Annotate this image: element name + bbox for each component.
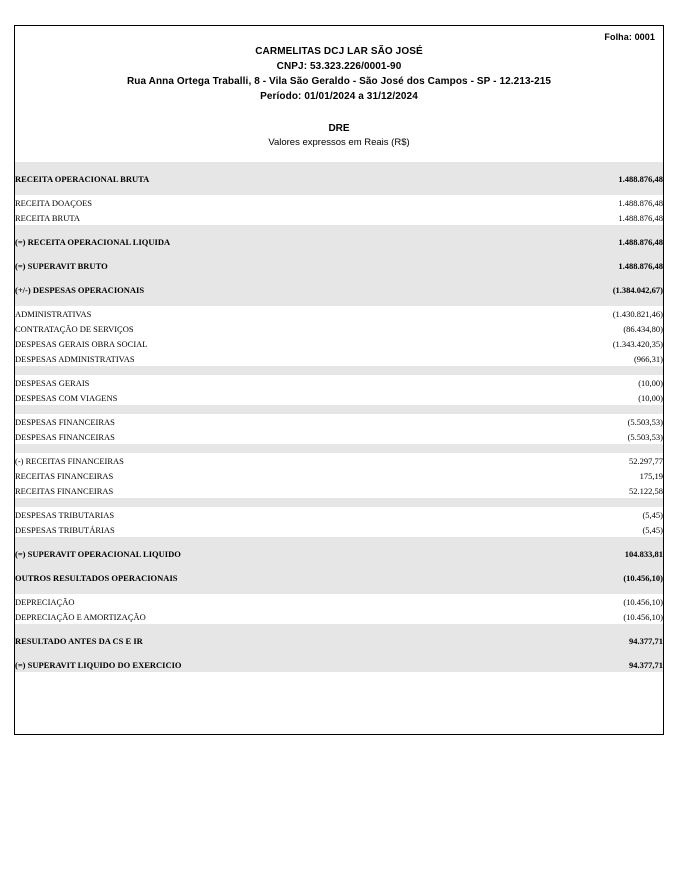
report-subtitle: Valores expressos em Reais (R$) [268,137,410,148]
table-row [15,468,663,483]
row-label: DEPRECIAÇÃO [15,596,75,607]
row-label: DESPESAS COM VIAGENS [15,392,118,403]
spacer-cell [15,186,663,195]
row-value: 94.377,71 [469,657,663,672]
row-value: (966,31) [633,353,663,364]
table-spacer-row [15,249,663,258]
table-spacer-row [15,297,663,306]
row-value: (5.503,53) [627,416,663,427]
table-row [15,306,663,321]
table-row [15,258,663,273]
row-label: RECEITAS FINANCEIRAS [15,485,114,496]
company-cnpj: CNPJ: 53.323.226/0001-90 [276,61,402,72]
row-value: 94.377,71 [469,633,663,648]
spacer-cell [15,225,663,234]
spacer-cell [15,444,663,453]
row-label: (-) RECEITAS FINANCEIRAS [15,455,124,466]
row-label: DESPESAS GERAIS OBRA SOCIAL [15,338,148,349]
row-label: DESPESAS TRIBUTÁRIAS [15,524,115,535]
table-row [15,282,663,297]
table-row [15,321,663,336]
row-label: DESPESAS ADMINISTRATIVAS [15,353,135,364]
table-row [15,429,663,444]
row-value: 1.488.876,48 [618,212,663,223]
table-spacer-row [15,186,663,195]
table-row [15,633,663,648]
table-row [15,195,663,210]
table-spacer-row [15,585,663,594]
report-title-block [15,122,663,150]
table-row [15,507,663,522]
row-label: (=) SUPERAVIT BRUTO [15,258,469,273]
row-label: CONTRATAÇÃO DE SERVIÇOS [15,323,134,334]
row-label: DESPESAS GERAIS [15,377,90,388]
table-row [15,414,663,429]
row-value: (1.384.042,67) [469,282,663,297]
table-spacer-row [15,444,663,453]
table-spacer-row [15,405,663,414]
row-label: DESPESAS TRIBUTARIAS [15,509,115,520]
row-value: (1.343.420,35) [612,338,663,349]
table-row [15,594,663,609]
table-spacer-row [15,624,663,633]
row-label: RECEITA BRUTA [15,212,80,223]
table-spacer-row [15,225,663,234]
row-label: DEPRECIAÇÃO E AMORTIZAÇÃO [15,611,146,622]
row-value: (86.434,80) [623,323,663,334]
row-value: 52.122,58 [629,485,663,496]
report-period: Período: 01/01/2024 a 31/12/2024 [260,91,418,102]
report-title: DRE [328,123,350,134]
row-value: (10.456,10) [623,596,663,607]
row-label: (+/-) DESPESAS OPERACIONAIS [15,282,469,297]
company-address: Rua Anna Ortega Traballi, 8 - Vila São Geraldo - São José dos Campos - SP - 12.213-215 [126,76,552,87]
table-spacer-row [15,537,663,546]
spacer-cell [15,273,663,282]
folio-label: Folha: 0001 [604,32,655,42]
spacer-cell [15,561,663,570]
spacer-cell [15,297,663,306]
row-label: DESPESAS FINANCEIRAS [15,416,115,427]
spacer-cell [15,624,663,633]
row-label: ADMINISTRATIVAS [15,308,92,319]
spacer-cell [15,249,663,258]
row-value: (10.456,10) [623,611,663,622]
row-label: RECEITA DOAÇOES [15,197,93,208]
row-value: 52.297,77 [629,455,663,466]
row-value: (1.430.821,46) [612,308,663,319]
table-row [15,171,663,186]
row-value: (5.503,53) [627,431,663,442]
spacer-cell [15,537,663,546]
row-value: 1.488.876,48 [469,234,663,249]
row-label: RECEITA OPERACIONAL BRUTA [15,171,469,186]
table-spacer-row [15,498,663,507]
table-row [15,336,663,351]
row-label: (=) RECEITA OPERACIONAL LIQUIDA [15,234,469,249]
table-row [15,483,663,498]
dre-table [15,162,663,672]
spacer-cell [15,585,663,594]
table-row [15,522,663,537]
table-row [15,390,663,405]
row-value: (10.456,10) [469,570,663,585]
row-value: (5,45) [642,524,663,535]
table-row [15,234,663,249]
table-spacer-row [15,561,663,570]
spacer-cell [15,162,663,171]
spacer-cell [15,648,663,657]
row-label: (=) SUPERAVIT LIQUIDO DO EXERCICIO [15,657,469,672]
table-spacer-row [15,648,663,657]
table-spacer-row [15,273,663,282]
row-value: (10,00) [638,377,663,388]
row-value: (10,00) [638,392,663,403]
table-row [15,609,663,624]
table-row [15,351,663,366]
row-label: RESULTADO ANTES DA CS E IR [15,633,469,648]
row-value: 1.488.876,48 [469,171,663,186]
row-value: 1.488.876,48 [469,258,663,273]
report-sheet [14,25,664,735]
table-row [15,570,663,585]
row-value: 104.833,81 [469,546,663,561]
table-spacer-row [15,366,663,375]
table-row [15,210,663,225]
row-label: DESPESAS FINANCEIRAS [15,431,115,442]
spacer-cell [15,405,663,414]
company-name: CARMELITAS DCJ LAR SÃO JOSÉ [255,46,423,57]
row-label: RECEITAS FINANCEIRAS [15,470,114,481]
table-row [15,657,663,672]
spacer-cell [15,498,663,507]
row-label: OUTROS RESULTADOS OPERACIONAIS [15,570,469,585]
row-label: (=) SUPERAVIT OPERACIONAL LIQUIDO [15,546,469,561]
row-value: 175,19 [639,470,663,481]
table-spacer-row [15,162,663,171]
dre-table-body [15,162,663,672]
spacer-cell [15,366,663,375]
table-row [15,546,663,561]
row-value: (5,45) [642,509,663,520]
table-row [15,375,663,390]
table-row [15,453,663,468]
report-header [15,26,663,104]
row-value: 1.488.876,48 [618,197,663,208]
